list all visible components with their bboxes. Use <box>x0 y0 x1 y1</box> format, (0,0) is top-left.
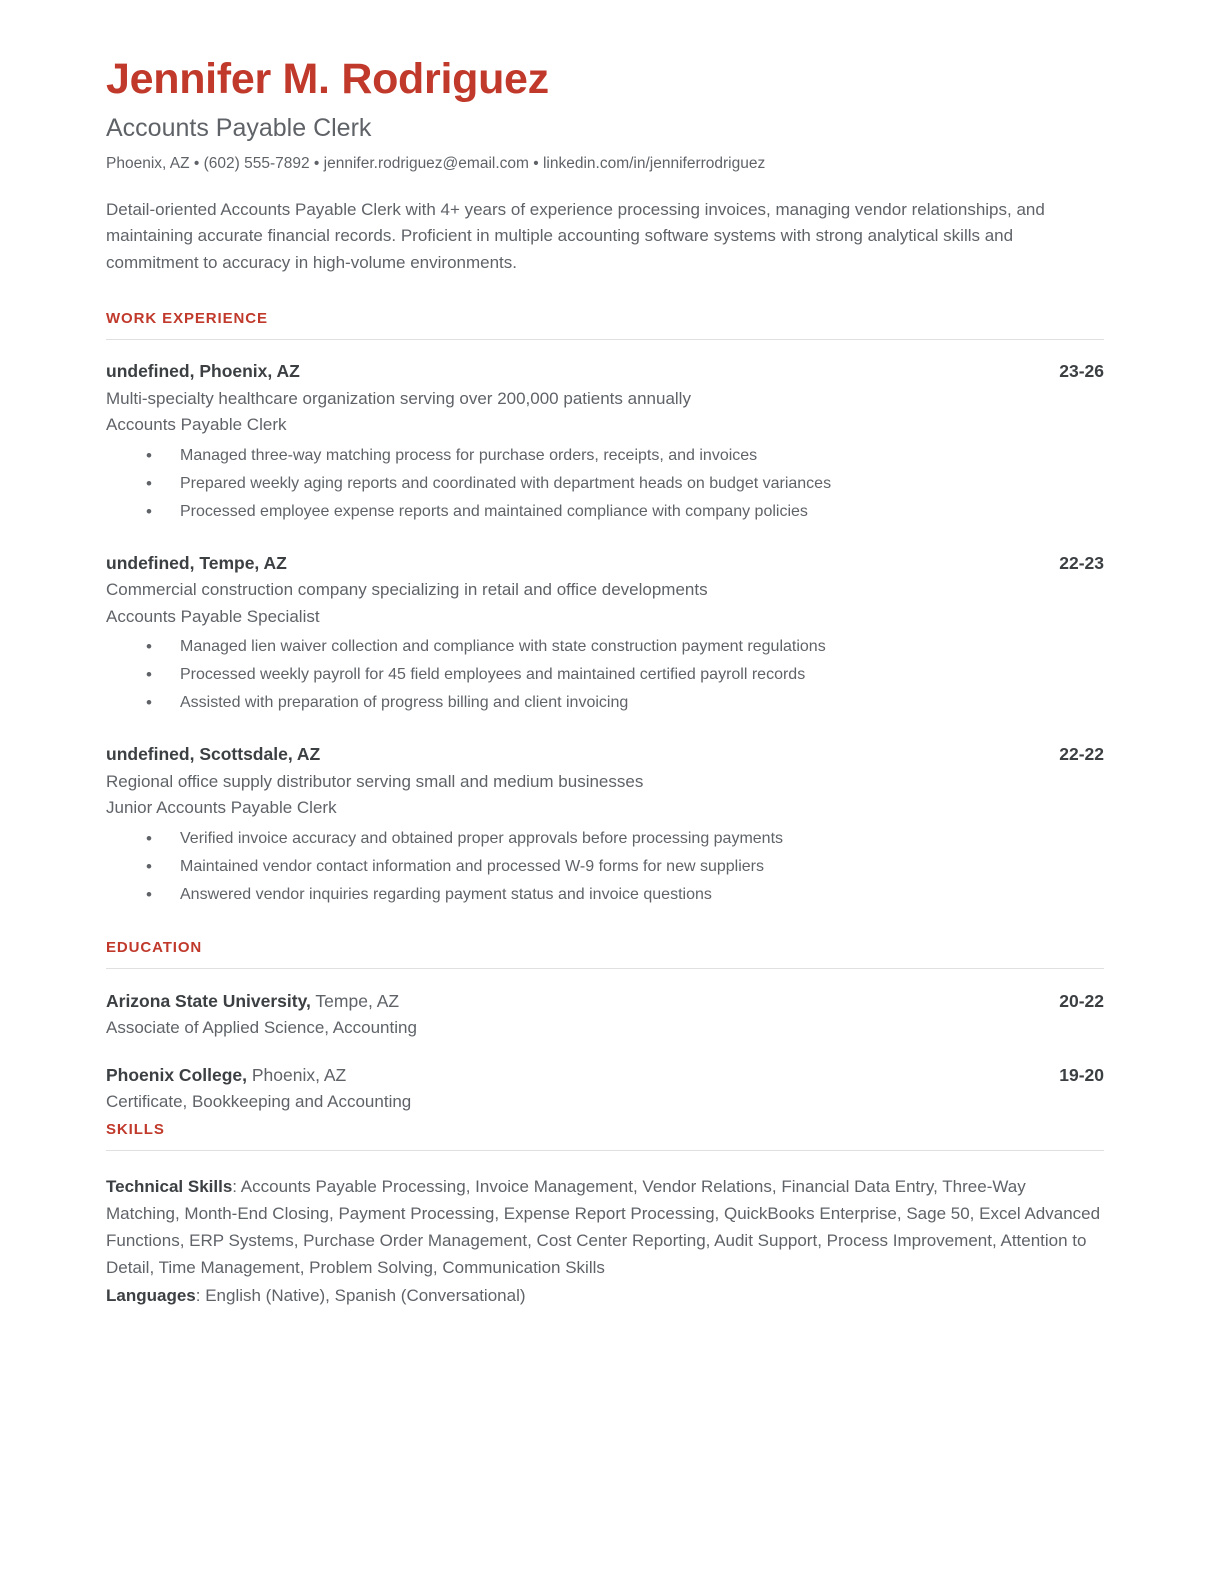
education-section <box>106 939 1104 1115</box>
section-heading-work: WORK EXPERIENCE <box>106 310 268 328</box>
list-item: • Processed weekly payroll for 45 field employees and maintained certified payroll records <box>106 661 1104 689</box>
section-heading-education: EDUCATION <box>106 938 203 956</box>
work-entry <box>106 552 1104 718</box>
education-school <box>106 989 399 1014</box>
list-item: • Managed lien waiver collection and compliance with state construction payment regulations <box>106 633 1104 661</box>
work-entry-description: Commercial construction company specializing in retail and office developments <box>106 580 708 600</box>
work-entry-dates: 23-26 <box>1059 361 1104 382</box>
work-entry <box>106 743 1104 909</box>
work-entry-bullets <box>106 825 1104 909</box>
work-entry-org: undefined, Tempe, AZ <box>106 552 287 573</box>
list-item: • Answered vendor inquiries regarding payment status and invoice questions <box>106 881 1104 909</box>
work-entry-org: undefined, Scottsdale, AZ <box>106 744 321 765</box>
list-item: • Assisted with preparation of progress billing and client invoicing <box>106 689 1104 717</box>
list-item: • Maintained vendor contact information and processed W-9 forms for new suppliers <box>106 853 1104 881</box>
list-item: • Verified invoice accuracy and obtained proper approvals before processing payments <box>106 825 1104 853</box>
work-entry-description: Multi-specialty healthcare organization serving over 200,000 patients annually <box>106 388 691 408</box>
section-divider <box>106 339 1104 340</box>
work-experience-section <box>106 310 1104 909</box>
education-degree: Associate of Applied Science, Accounting <box>106 1018 417 1038</box>
education-school <box>106 1063 346 1088</box>
education-dates: 19-20 <box>1059 1064 1104 1085</box>
skills-body <box>106 1173 1104 1309</box>
education-school-location: Phoenix, AZ <box>247 1064 347 1085</box>
list-item: • Managed three-way matching process for purchase orders, receipts, and invoices <box>106 442 1104 470</box>
work-entry-bullets <box>106 442 1104 526</box>
list-item: • Processed employee expense reports and maintained compliance with company policies <box>106 498 1104 526</box>
technical-skills-value: : Accounts Payable Processing, Invoice Management, Vendor Relations, Financial Data Entry, Three-Way Matching, Month-End Closing, Payment Processing, Expense Report Processing, QuickBooks Enterprise, Sage 50, Excel Advanced Functions, ERP Systems, Purchase Order Management, Cost Center Reporting, Audit Support, Process Improvement, Attention to Detail, Time Management, Problem Solving, Communication Skills <box>106 1176 1101 1278</box>
languages-value: : English (Native), Spanish (Conversational) <box>195 1285 526 1305</box>
education-school-name: Arizona State University, <box>106 990 311 1011</box>
skills-section <box>106 1121 1104 1309</box>
page-title: Jennifer M. Rodriguez <box>106 55 549 103</box>
technical-skills-label: Technical Skills <box>106 1176 233 1196</box>
work-entry-role: Accounts Payable Clerk <box>106 415 287 435</box>
work-entry-role: Accounts Payable Specialist <box>106 606 320 626</box>
work-entry-dates: 22-22 <box>1059 744 1104 765</box>
education-entry-header <box>106 1063 1104 1088</box>
work-entry-org: undefined, Phoenix, AZ <box>106 361 300 382</box>
education-school-name: Phoenix College, <box>106 1064 247 1085</box>
section-heading-skills: SKILLS <box>106 1120 165 1138</box>
contact-line: Phoenix, AZ • (602) 555-7892 • jennifer.rodriguez@email.com • linkedin.com/in/jenniferrodriguez <box>106 155 766 173</box>
education-entry <box>106 1063 1104 1115</box>
work-entry-header <box>106 360 1104 384</box>
education-entry-header <box>106 989 1104 1014</box>
section-divider <box>106 1150 1104 1151</box>
work-entry <box>106 360 1104 526</box>
work-entry-dates: 22-23 <box>1059 552 1104 573</box>
education-school-location: Tempe, AZ <box>310 990 400 1011</box>
work-entry-role: Junior Accounts Payable Clerk <box>106 798 337 818</box>
work-entry-bullets <box>106 633 1104 717</box>
professional-summary: Detail-oriented Accounts Payable Clerk with 4+ years of experience processing invoices, managing vendor relationships, and maintaining accurate financial records. Proficient in multiple accounting software systems with strong analytical skills and commitment to accuracy in high-volume environments. <box>106 199 1045 272</box>
job-title: Accounts Payable Clerk <box>106 114 372 143</box>
section-divider <box>106 968 1104 969</box>
languages-label: Languages <box>106 1285 196 1305</box>
education-entry <box>106 989 1104 1041</box>
work-entry-description: Regional office supply distributor serving small and medium businesses <box>106 771 644 791</box>
work-entry-header <box>106 743 1104 767</box>
list-item: • Prepared weekly aging reports and coordinated with department heads on budget variances <box>106 470 1104 498</box>
education-degree: Certificate, Bookkeeping and Accounting <box>106 1092 412 1112</box>
work-entry-header <box>106 552 1104 576</box>
education-dates: 20-22 <box>1059 990 1104 1011</box>
